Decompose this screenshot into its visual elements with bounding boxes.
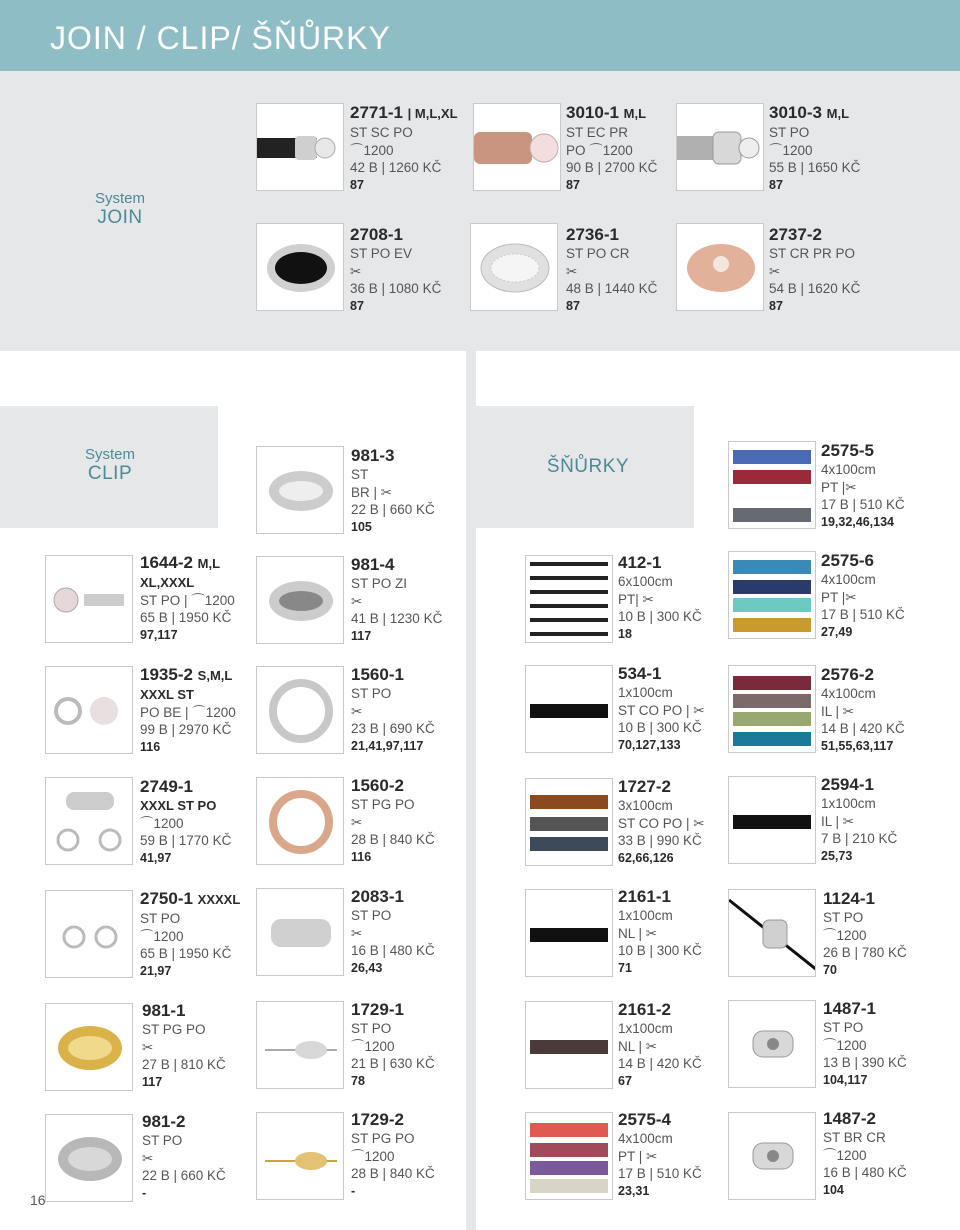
product-pages: 21,41,97,117 xyxy=(351,738,424,753)
cord-code: 1124-1 xyxy=(823,889,875,908)
product-price: 41 B | 1230 KČ xyxy=(351,611,443,626)
product-pages: 116 xyxy=(140,739,161,754)
product-material: ST PO | ⌒1200 xyxy=(140,592,235,608)
product-material: ST CR PR PO xyxy=(769,246,856,261)
product-extra: ✂ xyxy=(566,263,578,279)
cord-swatch-2161-1[interactable] xyxy=(525,889,613,977)
product-sizes: S,M,L xyxy=(197,668,233,683)
join-label xyxy=(75,190,165,229)
product-material: ST PO ZI xyxy=(351,576,408,591)
product-info-2736-1 xyxy=(566,225,657,315)
product-code: 3010-1 xyxy=(566,103,619,122)
cord-swatch-2576-2[interactable] xyxy=(728,665,816,753)
cord-price: 17 B | 510 KČ xyxy=(821,497,905,512)
product-sizes-2: XXXL ST xyxy=(140,687,194,702)
page-title: JOIN / CLIP/ ŠŇŮRKY xyxy=(50,20,391,56)
cord-dim: 1x100cm xyxy=(821,796,876,811)
cord-pages: 70,127,133 xyxy=(618,737,681,752)
product-info-1935-2 xyxy=(140,665,236,756)
product-pages: 21,97 xyxy=(140,963,172,978)
product-code: 981-4 xyxy=(351,555,395,574)
cord-code: 412-1 xyxy=(618,553,662,572)
product-price: 16 B | 480 KČ xyxy=(351,943,435,958)
product-image-2771-1[interactable] xyxy=(256,103,344,191)
column-divider xyxy=(466,351,476,1230)
cord-info-1487-1 xyxy=(823,999,907,1089)
cord-material: ⌒1200 xyxy=(823,927,867,943)
product-image-2750-1[interactable] xyxy=(45,890,133,978)
product-image-2708-1[interactable] xyxy=(256,223,344,311)
product-info-2750-1 xyxy=(140,889,240,980)
product-material: ST PO xyxy=(769,125,810,140)
product-info-981-2 xyxy=(142,1112,226,1202)
product-image-1124-1[interactable] xyxy=(728,889,816,977)
product-info-2708-1 xyxy=(350,225,441,315)
cord-code: 2594-1 xyxy=(821,775,874,794)
product-info-981-1 xyxy=(142,1001,226,1091)
clip-system-text: System xyxy=(84,446,135,463)
product-price: 48 B | 1440 KČ xyxy=(566,281,658,296)
product-code: 2708-1 xyxy=(350,225,403,244)
cord-pages: 27,49 xyxy=(821,624,853,639)
cord-pages: 23,31 xyxy=(618,1183,650,1198)
product-material: ST PO EV xyxy=(350,246,413,261)
product-code: 981-1 xyxy=(142,1001,186,1020)
product-pages: 87 xyxy=(769,298,783,313)
cord-price: 10 B | 300 KČ xyxy=(618,609,702,624)
cord-price: 7 B | 210 KČ xyxy=(821,831,898,846)
cord-pages: 70 xyxy=(823,962,837,977)
product-price: 22 B | 660 KČ xyxy=(142,1168,226,1183)
product-info-2749-1 xyxy=(140,777,231,867)
cord-price: 26 B | 780 KČ xyxy=(823,945,907,960)
join-name: JOIN xyxy=(97,207,143,228)
product-material: PO BE | ⌒1200 xyxy=(140,704,236,720)
product-extra: ✂ xyxy=(351,925,363,941)
cord-material: ⌒1200 xyxy=(823,1147,867,1163)
product-image-981-2[interactable] xyxy=(45,1114,133,1202)
product-price: 99 B | 2970 KČ xyxy=(140,722,232,737)
cord-code: 1727-2 xyxy=(618,777,671,796)
cord-code: 2161-2 xyxy=(618,1000,671,1019)
product-info-2083-1 xyxy=(351,887,435,977)
product-code: 1644-2 xyxy=(140,553,193,572)
product-sizes-2: ST PO xyxy=(140,911,181,926)
product-image-1729-1[interactable] xyxy=(256,1001,344,1089)
cord-pages: 25,73 xyxy=(821,848,853,863)
product-extra: ✂ xyxy=(351,703,363,719)
cord-swatch-2575-4[interactable] xyxy=(525,1112,613,1200)
product-extra: ✂ xyxy=(351,593,363,609)
product-material: ST PO xyxy=(351,1021,392,1036)
cord-swatch-2161-2[interactable] xyxy=(525,1001,613,1089)
product-price: 21 B | 630 KČ xyxy=(351,1056,435,1071)
product-price: 65 B | 1950 KČ xyxy=(140,610,232,625)
product-image-3010-1[interactable] xyxy=(473,103,561,191)
product-pages: 87 xyxy=(350,298,364,313)
cord-material: IL | ✂ xyxy=(821,813,855,829)
cord-pages: 19,32,46,134 xyxy=(821,514,894,529)
product-material: ST xyxy=(351,467,369,482)
cord-info-2161-2 xyxy=(618,1000,702,1090)
product-pages: 97,117 xyxy=(140,627,178,642)
product-pages: - xyxy=(142,1185,147,1200)
cord-material: PT |✂ xyxy=(821,479,857,495)
product-pages: 87 xyxy=(566,298,580,313)
cord-material: ⌒1200 xyxy=(823,1037,867,1053)
product-info-1560-1 xyxy=(351,665,435,755)
page-header xyxy=(0,0,960,71)
product-extra: ✂ xyxy=(350,263,362,279)
product-info-1644-2 xyxy=(140,553,235,644)
product-price: 22 B | 660 KČ xyxy=(351,502,435,517)
product-sizes-2: XXXL ST PO xyxy=(140,798,217,813)
product-sizes-2: XL,XXXL xyxy=(140,575,195,590)
page-number: 16 xyxy=(30,1192,46,1208)
cord-info-2575-4 xyxy=(618,1110,702,1200)
cord-price: 13 B | 390 KČ xyxy=(823,1055,907,1070)
product-pages: 117 xyxy=(142,1074,163,1089)
product-sizes: M,L xyxy=(197,556,221,571)
cord-code: 1487-1 xyxy=(823,999,876,1018)
product-code: 2083-1 xyxy=(351,887,404,906)
product-sizes: M,L xyxy=(623,106,647,121)
product-extra: BR | ✂ xyxy=(351,484,393,500)
product-code: 2736-1 xyxy=(566,225,619,244)
product-code: 2737-2 xyxy=(769,225,822,244)
cord-swatch-2575-6[interactable] xyxy=(728,551,816,639)
product-extra: ⌒1200 xyxy=(351,1148,395,1164)
product-material: ST PG PO xyxy=(351,1131,415,1146)
product-image-981-1[interactable] xyxy=(45,1003,133,1091)
product-sizes: | M,L,XL xyxy=(407,106,458,121)
product-price: 54 B | 1620 KČ xyxy=(769,281,861,296)
cord-dim: 4x100cm xyxy=(821,572,876,587)
product-price: 27 B | 810 KČ xyxy=(142,1057,226,1072)
product-pages: 87 xyxy=(350,177,364,192)
product-image-1487-1[interactable] xyxy=(728,1000,816,1088)
cord-info-1124-1 xyxy=(823,889,907,979)
product-image-2736-1[interactable] xyxy=(470,223,558,311)
product-image-1560-1[interactable] xyxy=(256,666,344,754)
cord-info-2575-5 xyxy=(821,441,905,531)
product-material: ST PO xyxy=(351,686,392,701)
cord-price: 14 B | 420 KČ xyxy=(618,1056,702,1071)
product-price: 55 B | 1650 KČ xyxy=(769,160,861,175)
cord-material: PT |✂ xyxy=(821,589,857,605)
cord-pages: 71 xyxy=(618,960,632,975)
cord-code: 2575-6 xyxy=(821,551,874,570)
product-image-3010-3[interactable] xyxy=(676,103,764,191)
product-material: ST PG PO xyxy=(351,797,415,812)
product-image-1560-2[interactable] xyxy=(256,777,344,865)
product-pages: - xyxy=(351,1183,356,1198)
product-sizes-2: ST PO xyxy=(142,1133,183,1148)
product-extra: ✂ xyxy=(351,814,363,830)
product-info-981-3 xyxy=(351,446,435,536)
cord-info-534-1 xyxy=(618,664,705,754)
clip-name: CLIP xyxy=(87,463,133,484)
clip-label xyxy=(65,446,155,485)
product-price: 23 B | 690 KČ xyxy=(351,721,435,736)
product-pages: 116 xyxy=(351,849,372,864)
product-code: 1935-2 xyxy=(140,665,193,684)
cord-swatch-2594-1[interactable] xyxy=(728,776,816,864)
product-material: ST SC PO xyxy=(350,125,413,140)
product-price: 28 B | 840 KČ xyxy=(351,832,435,847)
product-pages: 78 xyxy=(351,1073,365,1088)
product-material: ST PO xyxy=(351,908,392,923)
product-material: ST PO CR xyxy=(566,246,630,261)
product-pages: 87 xyxy=(769,177,783,192)
cord-pages: 67 xyxy=(618,1073,632,1088)
product-material: ✂ xyxy=(142,1039,154,1055)
product-code: 2771-1 xyxy=(350,103,403,122)
cord-pages: 51,55,63,117 xyxy=(821,738,894,753)
cord-dim: 4x100cm xyxy=(618,1131,673,1146)
product-sizes-2: ST PG PO xyxy=(142,1022,206,1037)
product-pages: 105 xyxy=(351,519,372,534)
cord-dim: 1x100cm xyxy=(618,1021,673,1036)
product-image-1935-2[interactable] xyxy=(45,666,133,754)
cord-dim: ST BR CR xyxy=(823,1130,886,1145)
product-code: 2750-1 xyxy=(140,889,193,908)
snurky-name: ŠŇŮRKY xyxy=(546,456,630,477)
cord-pages: 104 xyxy=(823,1182,844,1197)
product-material: ⌒1200 xyxy=(140,815,184,831)
cord-swatch-534-1[interactable] xyxy=(525,665,613,753)
product-info-2771-1 xyxy=(350,103,458,194)
cord-material: NL | ✂ xyxy=(618,1038,658,1054)
cord-dim: 1x100cm xyxy=(618,685,673,700)
product-info-3010-3 xyxy=(769,103,860,194)
cord-material: NL | ✂ xyxy=(618,925,658,941)
product-price: 42 B | 1260 KČ xyxy=(350,160,442,175)
cord-info-2575-6 xyxy=(821,551,905,641)
cord-code: 2575-5 xyxy=(821,441,874,460)
cord-material: ST CO PO | ✂ xyxy=(618,702,705,718)
product-extra: ⌒1200 xyxy=(769,142,813,158)
product-image-2749-1[interactable] xyxy=(45,777,133,865)
product-pages: 26,43 xyxy=(351,960,383,975)
cord-info-2576-2 xyxy=(821,665,905,755)
cord-dim: 6x100cm xyxy=(618,574,673,589)
product-image-981-3[interactable] xyxy=(256,446,344,534)
product-code: 3010-3 xyxy=(769,103,822,122)
product-image-2737-2[interactable] xyxy=(676,223,764,311)
product-pages: 87 xyxy=(566,177,580,192)
cord-pages: 62,66,126 xyxy=(618,850,674,865)
cord-price: 10 B | 300 KČ xyxy=(618,720,702,735)
cord-dim: ST PO xyxy=(823,1020,864,1035)
cord-price: 17 B | 510 KČ xyxy=(821,607,905,622)
product-code: 1560-2 xyxy=(351,776,404,795)
cord-dim: 4x100cm xyxy=(821,462,876,477)
product-material: ✂ xyxy=(142,1150,154,1166)
cord-code: 2576-2 xyxy=(821,665,874,684)
cord-pages: 104,117 xyxy=(823,1072,868,1087)
product-extra: ⌒1200 xyxy=(350,142,394,158)
product-code: 2749-1 xyxy=(140,777,193,796)
product-info-981-4 xyxy=(351,555,442,645)
product-price: 59 B | 1770 KČ xyxy=(140,833,232,848)
product-extra: PO ⌒1200 xyxy=(566,142,633,158)
cord-info-1727-2 xyxy=(618,777,705,867)
cord-dim: 1x100cm xyxy=(618,908,673,923)
product-image-981-4[interactable] xyxy=(256,556,344,644)
cord-code: 2575-4 xyxy=(618,1110,671,1129)
cord-dim: 3x100cm xyxy=(618,798,673,813)
cord-swatch-412-1[interactable] xyxy=(525,555,613,643)
product-extra: ⌒1200 xyxy=(351,1038,395,1054)
cord-price: 14 B | 420 KČ xyxy=(821,721,905,736)
cord-info-2594-1 xyxy=(821,775,897,865)
product-info-1729-1 xyxy=(351,1000,435,1090)
product-pages: 117 xyxy=(351,628,372,643)
product-pages: 41,97 xyxy=(140,850,172,865)
product-image-1487-2[interactable] xyxy=(728,1112,816,1200)
cord-swatch-2575-5[interactable] xyxy=(728,441,816,529)
product-code: 981-3 xyxy=(351,446,395,465)
product-sizes: M,L xyxy=(826,106,850,121)
cord-material: IL | ✂ xyxy=(821,703,855,719)
join-system-text: System xyxy=(94,190,145,207)
cord-dim: ST PO xyxy=(823,910,864,925)
cord-swatch-1727-2[interactable] xyxy=(525,778,613,866)
product-sizes: XXXXL xyxy=(197,892,241,907)
cord-code: 1487-2 xyxy=(823,1109,876,1128)
product-code: 1729-2 xyxy=(351,1110,404,1129)
product-price: 90 B | 2700 KČ xyxy=(566,160,658,175)
product-image-2083-1[interactable] xyxy=(256,888,344,976)
cord-price: 33 B | 990 KČ xyxy=(618,833,702,848)
cord-material: PT | ✂ xyxy=(618,1148,658,1164)
cord-pages: 18 xyxy=(618,626,632,641)
cord-material: PT| ✂ xyxy=(618,591,654,607)
cord-price: 10 B | 300 KČ xyxy=(618,943,702,958)
product-material: ST EC PR xyxy=(566,125,629,140)
product-image-1729-2[interactable] xyxy=(256,1112,344,1200)
cord-price: 16 B | 480 KČ xyxy=(823,1165,907,1180)
product-code: 1560-1 xyxy=(351,665,404,684)
cord-code: 534-1 xyxy=(618,664,662,683)
product-info-2737-2 xyxy=(769,225,860,315)
snurky-label xyxy=(530,456,646,478)
product-price: 65 B | 1950 KČ xyxy=(140,946,232,961)
cord-info-412-1 xyxy=(618,553,702,643)
cord-dim: 4x100cm xyxy=(821,686,876,701)
product-info-1729-2 xyxy=(351,1110,435,1200)
product-code: 1729-1 xyxy=(351,1000,404,1019)
product-price: 36 B | 1080 KČ xyxy=(350,281,442,296)
product-image-1644-2[interactable] xyxy=(45,555,133,643)
cord-material: ST CO PO | ✂ xyxy=(618,815,705,831)
product-code: 981-2 xyxy=(142,1112,186,1131)
cord-info-1487-2 xyxy=(823,1109,907,1199)
product-material: ⌒1200 xyxy=(140,928,184,944)
cord-price: 17 B | 510 KČ xyxy=(618,1166,702,1181)
product-info-3010-1 xyxy=(566,103,657,194)
cord-code: 2161-1 xyxy=(618,887,671,906)
product-info-1560-2 xyxy=(351,776,435,866)
product-price: 28 B | 840 KČ xyxy=(351,1166,435,1181)
cord-info-2161-1 xyxy=(618,887,702,977)
product-extra: ✂ xyxy=(769,263,781,279)
